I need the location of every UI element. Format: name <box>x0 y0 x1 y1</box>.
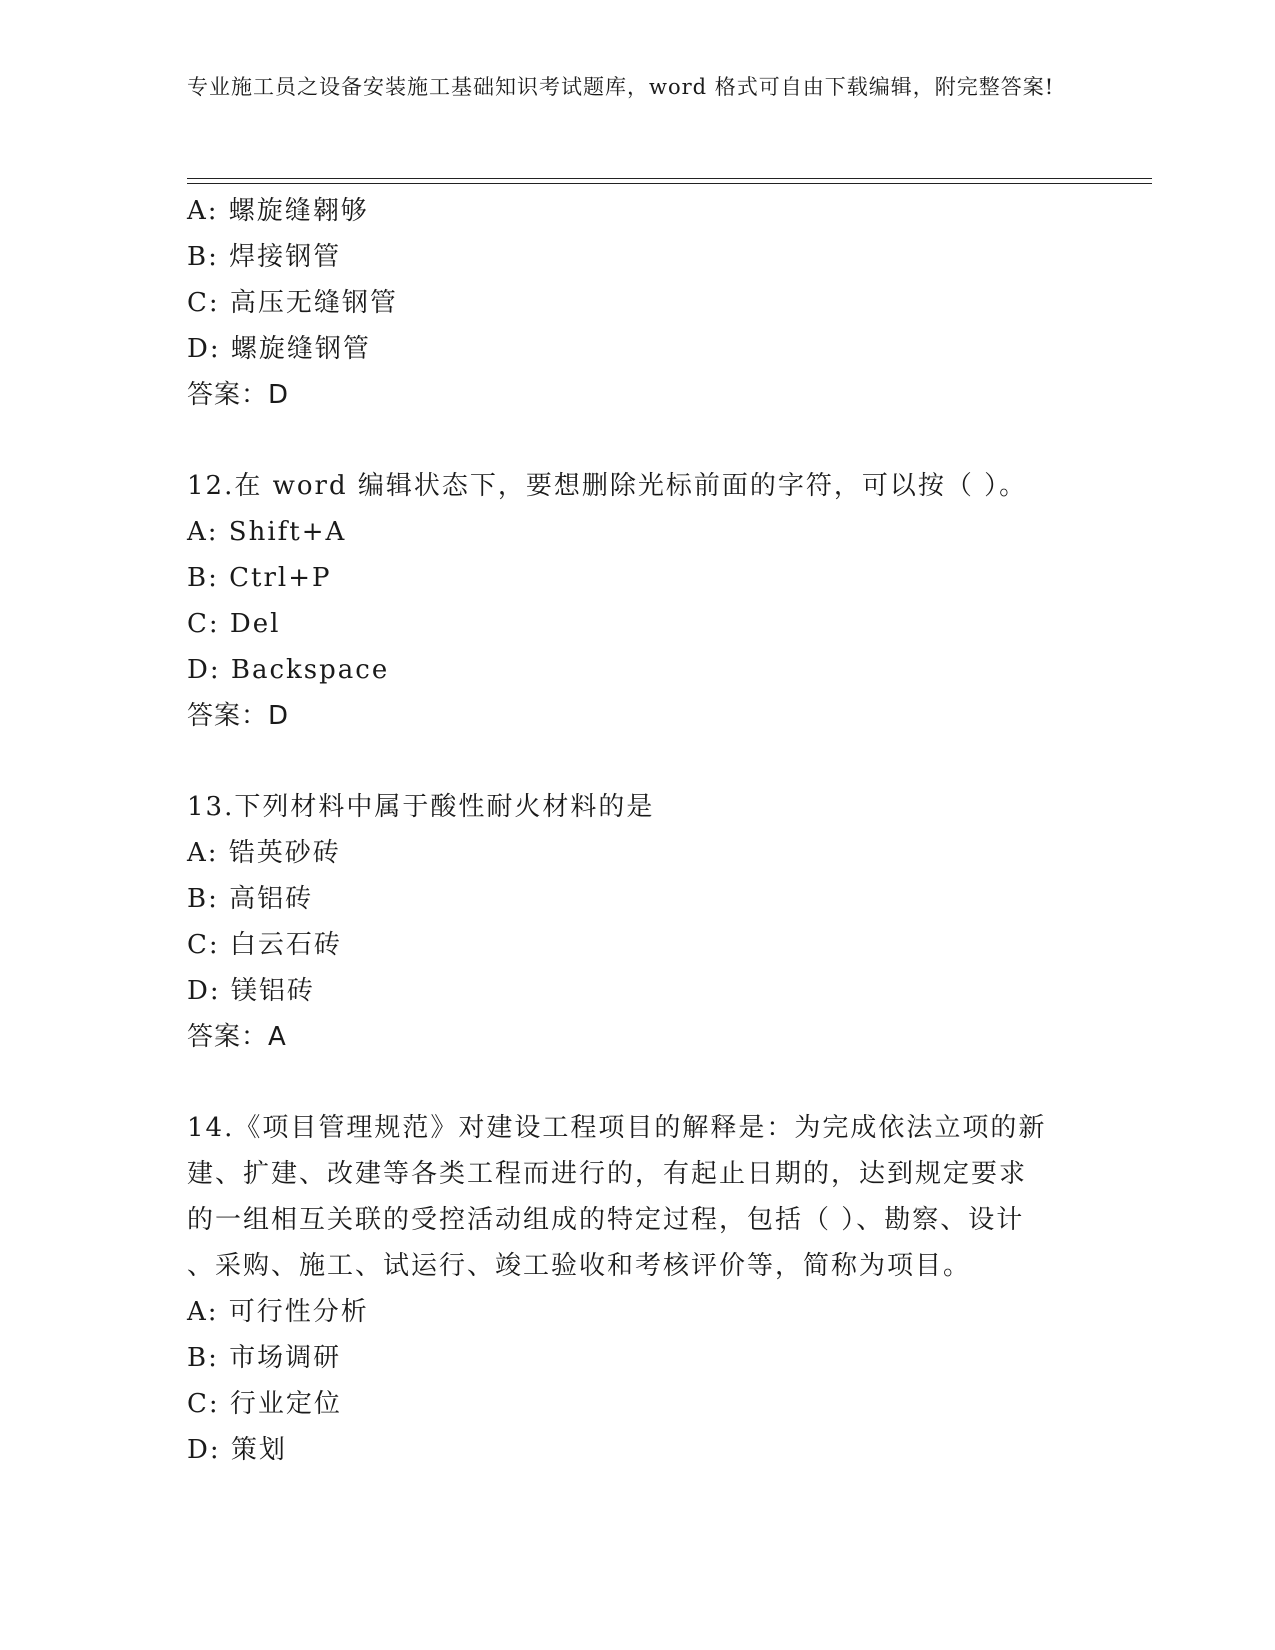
option-c: C: 白云石砖 <box>187 930 342 960</box>
spacer <box>187 739 1087 784</box>
answer: 答案：A <box>187 1022 287 1052</box>
option-d: D: 镁铝砖 <box>187 976 315 1006</box>
option-b: B: Ctrl+P <box>187 563 332 593</box>
option-a: A: Shift+A <box>187 517 347 547</box>
option-c: C: Del <box>187 609 281 639</box>
question-text: 13.下列材料中属于酸性耐火材料的是 <box>187 792 655 822</box>
header-rule-bottom <box>187 183 1152 184</box>
question-text-line: 的一组相互关联的受控活动组成的特定过程，包括（ ）、勘察、设计 <box>187 1205 1025 1235</box>
question-text: 12.在 word 编辑状态下，要想删除光标前面的字符，可以按（ ）。 <box>187 471 1028 501</box>
option-d: D: 螺旋缝钢管 <box>187 334 371 364</box>
option-c: C: 行业定位 <box>187 1389 342 1419</box>
question-text-line: 14.《项目管理规范》对建设工程项目的解释是：为完成依法立项的新 <box>187 1113 1047 1143</box>
question-11 <box>187 188 1087 418</box>
answer: 答案：D <box>187 380 290 410</box>
option-c: C: 高压无缝钢管 <box>187 288 398 318</box>
header-rule-top <box>187 178 1152 179</box>
question-text-line: 建、扩建、改建等各类工程而进行的，有起止日期的，达到规定要求 <box>187 1159 1028 1189</box>
spacer <box>187 418 1087 463</box>
question-13 <box>187 784 1087 1060</box>
question-text-line: 、采购、施工、试运行、竣工验收和考核评价等，简称为项目。 <box>187 1251 972 1281</box>
spacer <box>187 1060 1087 1105</box>
option-d: D: Backspace <box>187 655 390 685</box>
option-b: B: 市场调研 <box>187 1343 342 1373</box>
option-b: B: 焊接钢管 <box>187 242 342 272</box>
answer: 答案：D <box>187 701 290 731</box>
option-a: A: 锆英砂砖 <box>187 838 341 868</box>
question-12 <box>187 463 1087 739</box>
document-header: 专业施工员之设备安装施工基础知识考试题库，word 格式可自由下载编辑，附完整答案! <box>187 75 1055 99</box>
option-b: B: 高铝砖 <box>187 884 314 914</box>
question-content <box>187 188 1087 1473</box>
question-14 <box>187 1105 1087 1473</box>
option-a: A: 可行性分析 <box>187 1297 369 1327</box>
option-d: D: 策划 <box>187 1435 287 1465</box>
option-a: A: 螺旋缝翱够 <box>187 196 369 226</box>
